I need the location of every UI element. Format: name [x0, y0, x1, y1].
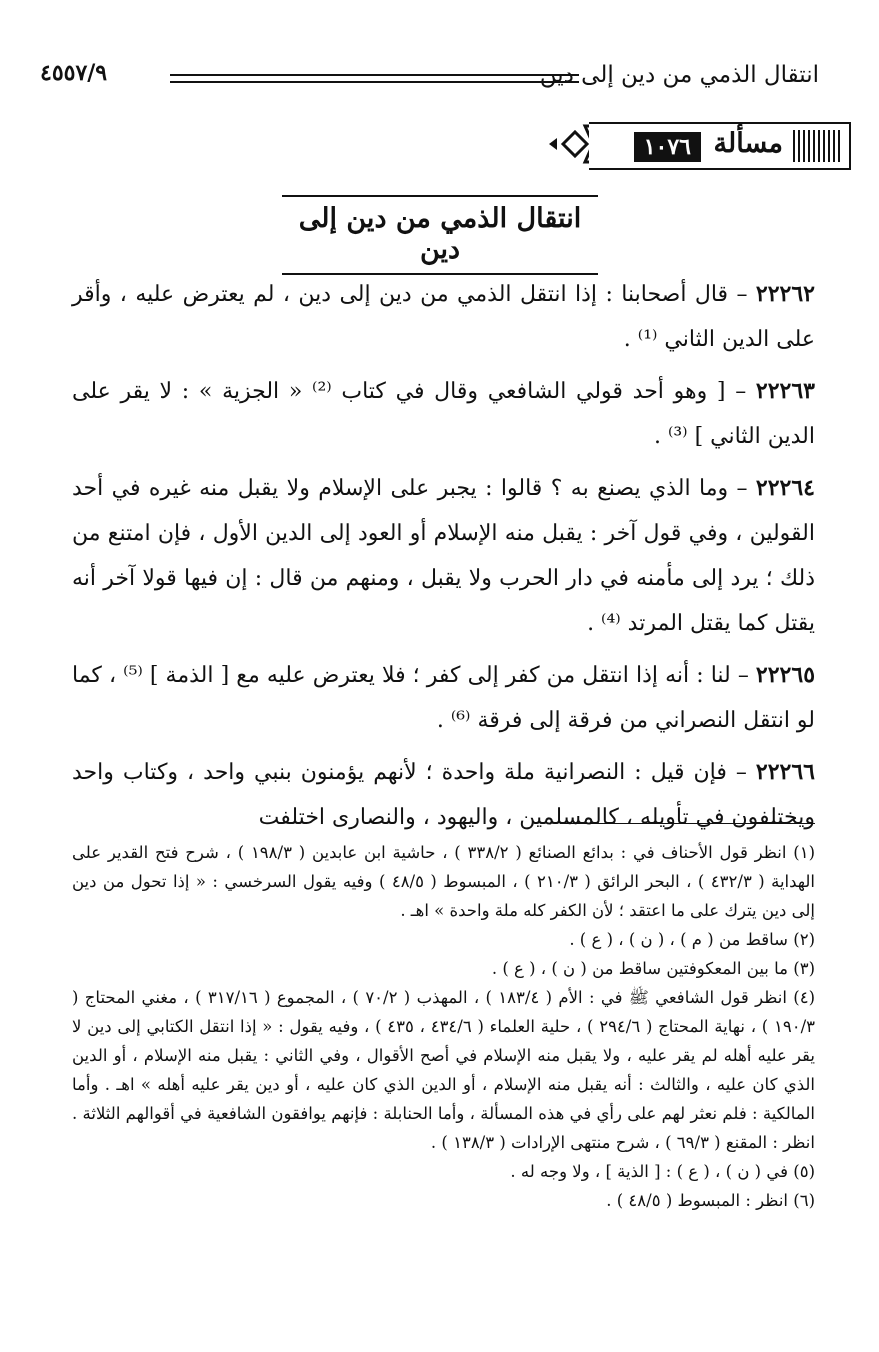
masala-label: مسألة [713, 128, 783, 159]
paragraph [72, 653, 815, 743]
footnote: (٥) في ( ن ) ، ( ع ) : [ الذية ] ، ولا وجه له . [510, 1162, 815, 1181]
paragraph-number: ٢٢٢٦٤ [755, 475, 815, 501]
footnote: (١) انظر قول الأحناف في : بدائع الصنائع ( ٣٣٨/٢ ) ، حاشية ابن عابدين ( ١٩٨/٣ ) ، شرح فتح القدير على الهداية ( ٤٣٢/٣ ) ، البحر الرائق ( ٢١٠/٣ ) ، المبسوط ( ٤٨/٥ ) وفيه يقول السرخسي : « إذا تحول من دين إلى دين يترك على ما اعتقد ؛ لأن الكفر كله ملة واحدة » اهـ . [72, 843, 816, 920]
running-title: انتقال الذمي من دين إلى دين [539, 62, 819, 88]
paragraph-text: – لنا : أنه إذا انتقل من كفر إلى كفر ؛ فلا يعترض عليه مع [ الذمة ] ⁽⁵⁾ ، كما لو انتقل النصراني من فرقة إلى فرقة ⁽⁶⁾ . [72, 663, 815, 733]
paragraph-number: ٢٢٢٦٥ [755, 662, 816, 688]
masala-banner [545, 118, 851, 166]
paragraph [72, 750, 815, 840]
footnote: (٣) ما بين المعكوفتين ساقط من ( ن ) ، ( ع ) . [491, 959, 815, 978]
footnote: (٦) انظر : المبسوط ( ٤٨/٥ ) . [606, 1191, 815, 1210]
running-header [40, 60, 819, 100]
paragraph-number: ٢٢٢٦٣ [755, 378, 815, 404]
footnote: (٤) انظر قول الشافعي ﷺ في : الأم ( ١٨٣/٤ ) ، المهذب ( ٧٠/٢ ) ، المجموع ( ٣١٧/١٦ ) ، مغني المحتاج ( ١٩٠/٣ ) ، نهاية المحتاج ( ٢٩٤/٦ ) ، حلية العلماء ( ٤٣٤/٦ ، ٤٣٥ ) ، وفيه يقول : « إذا انتقل الكتابي إلى دين لا يقر عليه أهله لم يقر عليه ، ولا يقبل منه الإسلام في أصح الأقوال ، وفي الثاني : يقبل منه الإسلام ، أو الدين الذي كان عليه ، والثالث : أنه يقبل منه الإسلام ، أو الدين الذي كان عليه ، أو دين يقر عليه أهله » اهـ . وأما المالكية : فلم نعثر لهم على رأي في هذه المسألة ، وأما الحنابلة : فإنهم يوافقون الشافعية في أقوالهم الثلاثة . انظر : المقنع ( ٦٩/٣ ) ، شرح منتهى الإرادات ( ١٣٨/٣ ) . [72, 988, 816, 1152]
paragraph-number: ٢٢٢٦٢ [755, 281, 815, 307]
paragraph-text: – قال أصحابنا : إذا انتقل الذمي من دين إلى دين ، لم يعترض عليه ، وأقر على الدين الثاني ⁽¹⁾ . [72, 282, 815, 352]
header-double-rule [170, 74, 579, 83]
paragraph-text: – وما الذي يصنع به ؟ قالوا : يجبر على الإسلام ولا يقبل منه غيره في أحد القولين ، وفي قول آخر : يقبل منه الإسلام أو العود إلى الدين الأول ، فإن امتنع من ذلك ؛ يرد إلى مأمنه في دار الحرب ولا يقبل ، ومنهم من قال : إن فيها قولا آخر أنه يقتل كما يقتل المرتد ⁽⁴⁾ . [72, 476, 815, 636]
paragraph [72, 369, 815, 459]
paragraph [72, 466, 815, 646]
paragraph [72, 272, 815, 362]
section-title: انتقال الذمي من دين إلى دين [282, 195, 598, 275]
barcode-decoration [793, 130, 843, 162]
paragraph-text: – [ وهو أحد قولي الشافعي وقال في كتاب ⁽²⁾ « الجزية » : لا يقر على الدين الثاني ] ⁽³⁾ . [72, 379, 815, 449]
footnote-separator [560, 823, 815, 824]
footnotes [72, 838, 815, 1215]
paragraph-text: – فإن قيل : النصرانية ملة واحدة ؛ لأنهم يؤمنون بنبي واحد ، وكتاب واحد ويختلفون في تأويله ، كالمسلمين ، واليهود ، والنصارى اختلفت [72, 760, 815, 830]
body-text [72, 272, 815, 847]
footnote: (٢) ساقط من ( م ) ، ( ن ) ، ( ع ) . [569, 930, 815, 949]
page-reference: ٤٥٥٧/٩ [40, 60, 108, 86]
masala-number: ١٠٧٦ [634, 132, 701, 162]
banner-box [589, 122, 851, 170]
paragraph-number: ٢٢٢٦٦ [755, 759, 815, 785]
